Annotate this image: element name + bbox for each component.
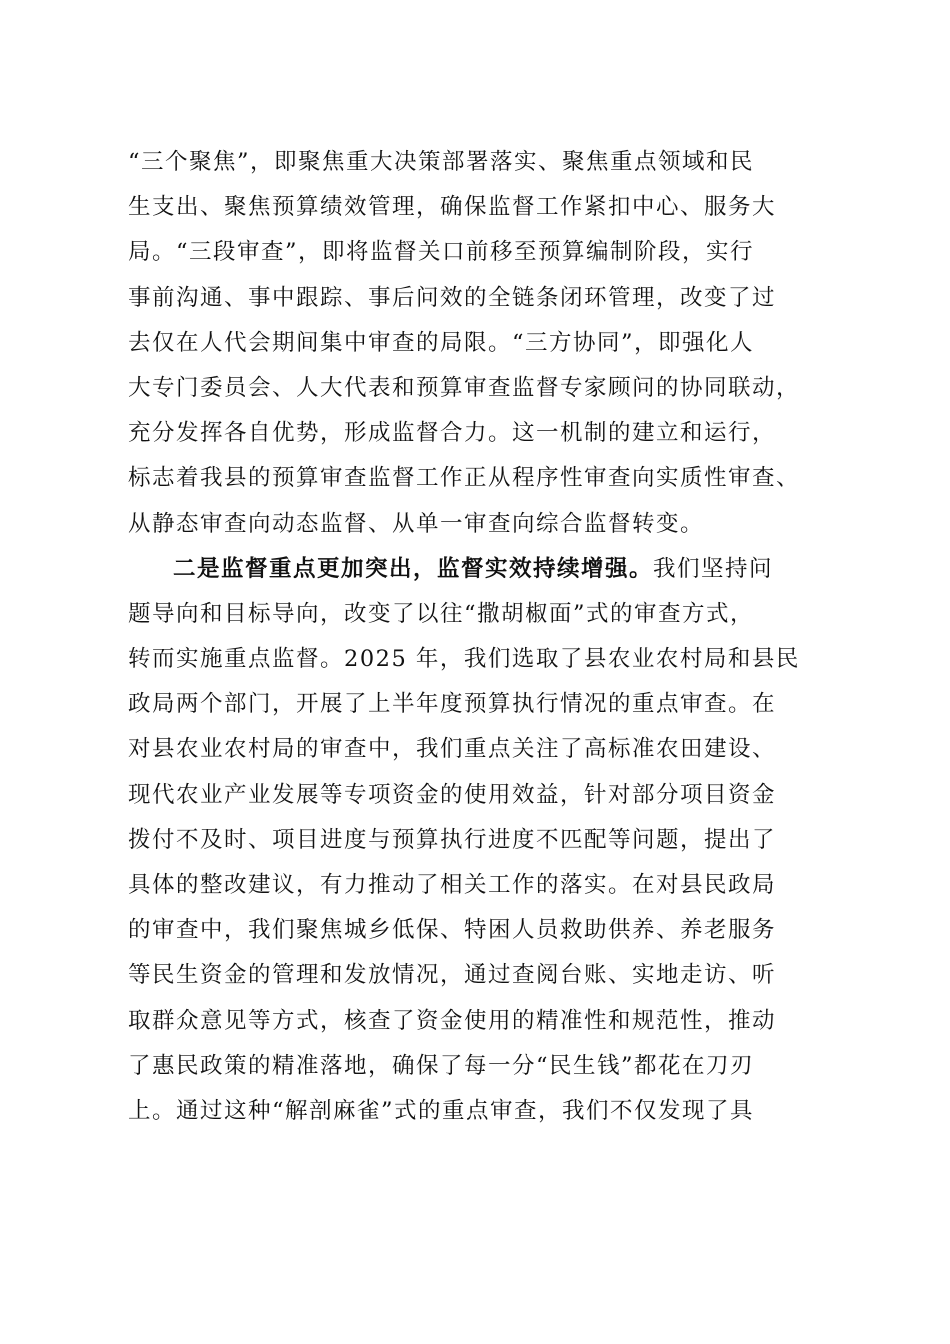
text-line: 去仅在人代会期间集中审查的局限。“三方协同”，即强化人 [128, 329, 755, 356]
text-line: 局。“三段审查”，即将监督关口前移至预算编制阶段，实行 [128, 239, 755, 266]
paragraph-first-line [128, 547, 848, 592]
text-line: 转而实施重点监督。2025 年，我们选取了县农业农村局和县民 [128, 646, 800, 673]
text-line: 题导向和目标导向，改变了以往“撒胡椒面”式的审查方式， [128, 600, 755, 627]
text-line: 对县农业农村局的审查中，我们重点关注了高标准农田建设、 [128, 736, 777, 763]
text-line: 等民生资金的管理和发放情况，通过查阅台账、实地走访、听 [128, 962, 777, 989]
text-line: 充分发挥各自优势，形成监督合力。这一机制的建立和运行， [128, 420, 777, 447]
text-line: 从静态审查向动态监督、从单一审查向综合监督转变。 [128, 510, 705, 537]
text-line: 具体的整改建议，有力推动了相关工作的落实。在对县民政局 [128, 872, 777, 898]
text-line: 了惠民政策的精准落地，确保了每一分“民生钱”都花在刀刃 [128, 1052, 755, 1079]
text-line: 现代农业产业发展等专项资金的使用效益，针对部分项目资金 [128, 781, 777, 808]
text-line: 的审查中，我们聚焦城乡低保、特困人员救助供养、养老服务 [128, 917, 777, 944]
text-line: “三个聚焦”，即聚焦重大决策部署落实、聚焦重点领域和民 [128, 149, 755, 175]
paragraph-heading-continuation: 我们坚持问 [653, 555, 774, 582]
paragraph-heading: 二是监督重点更加突出，监督实效持续增强。 [173, 555, 654, 582]
text-line: 上。通过这种“解剖麻雀”式的重点审查，我们不仅发现了具 [128, 1097, 755, 1124]
text-line: 政局两个部门，开展了上半年度预算执行情况的重点审查。在 [128, 691, 777, 718]
text-line: 取群众意见等方式，核查了资金使用的精准性和规范性，推动 [128, 1007, 777, 1034]
document-body [128, 140, 848, 1134]
text-line: 生支出、聚焦预算绩效管理，确保监督工作紧扣中心、服务大 [128, 194, 777, 221]
text-line: 事前沟通、事中跟踪、事后问效的全链条闭环管理，改变了过 [128, 284, 777, 311]
text-line: 大专门委员会、人大代表和预算审查监督专家顾问的协同联动， [128, 374, 801, 401]
text-line: 拨付不及时、项目进度与预算执行进度不匹配等问题，提出了 [128, 826, 777, 853]
text-line: 标志着我县的预算审查监督工作正从程序性审查向实质性审查、 [128, 465, 801, 492]
